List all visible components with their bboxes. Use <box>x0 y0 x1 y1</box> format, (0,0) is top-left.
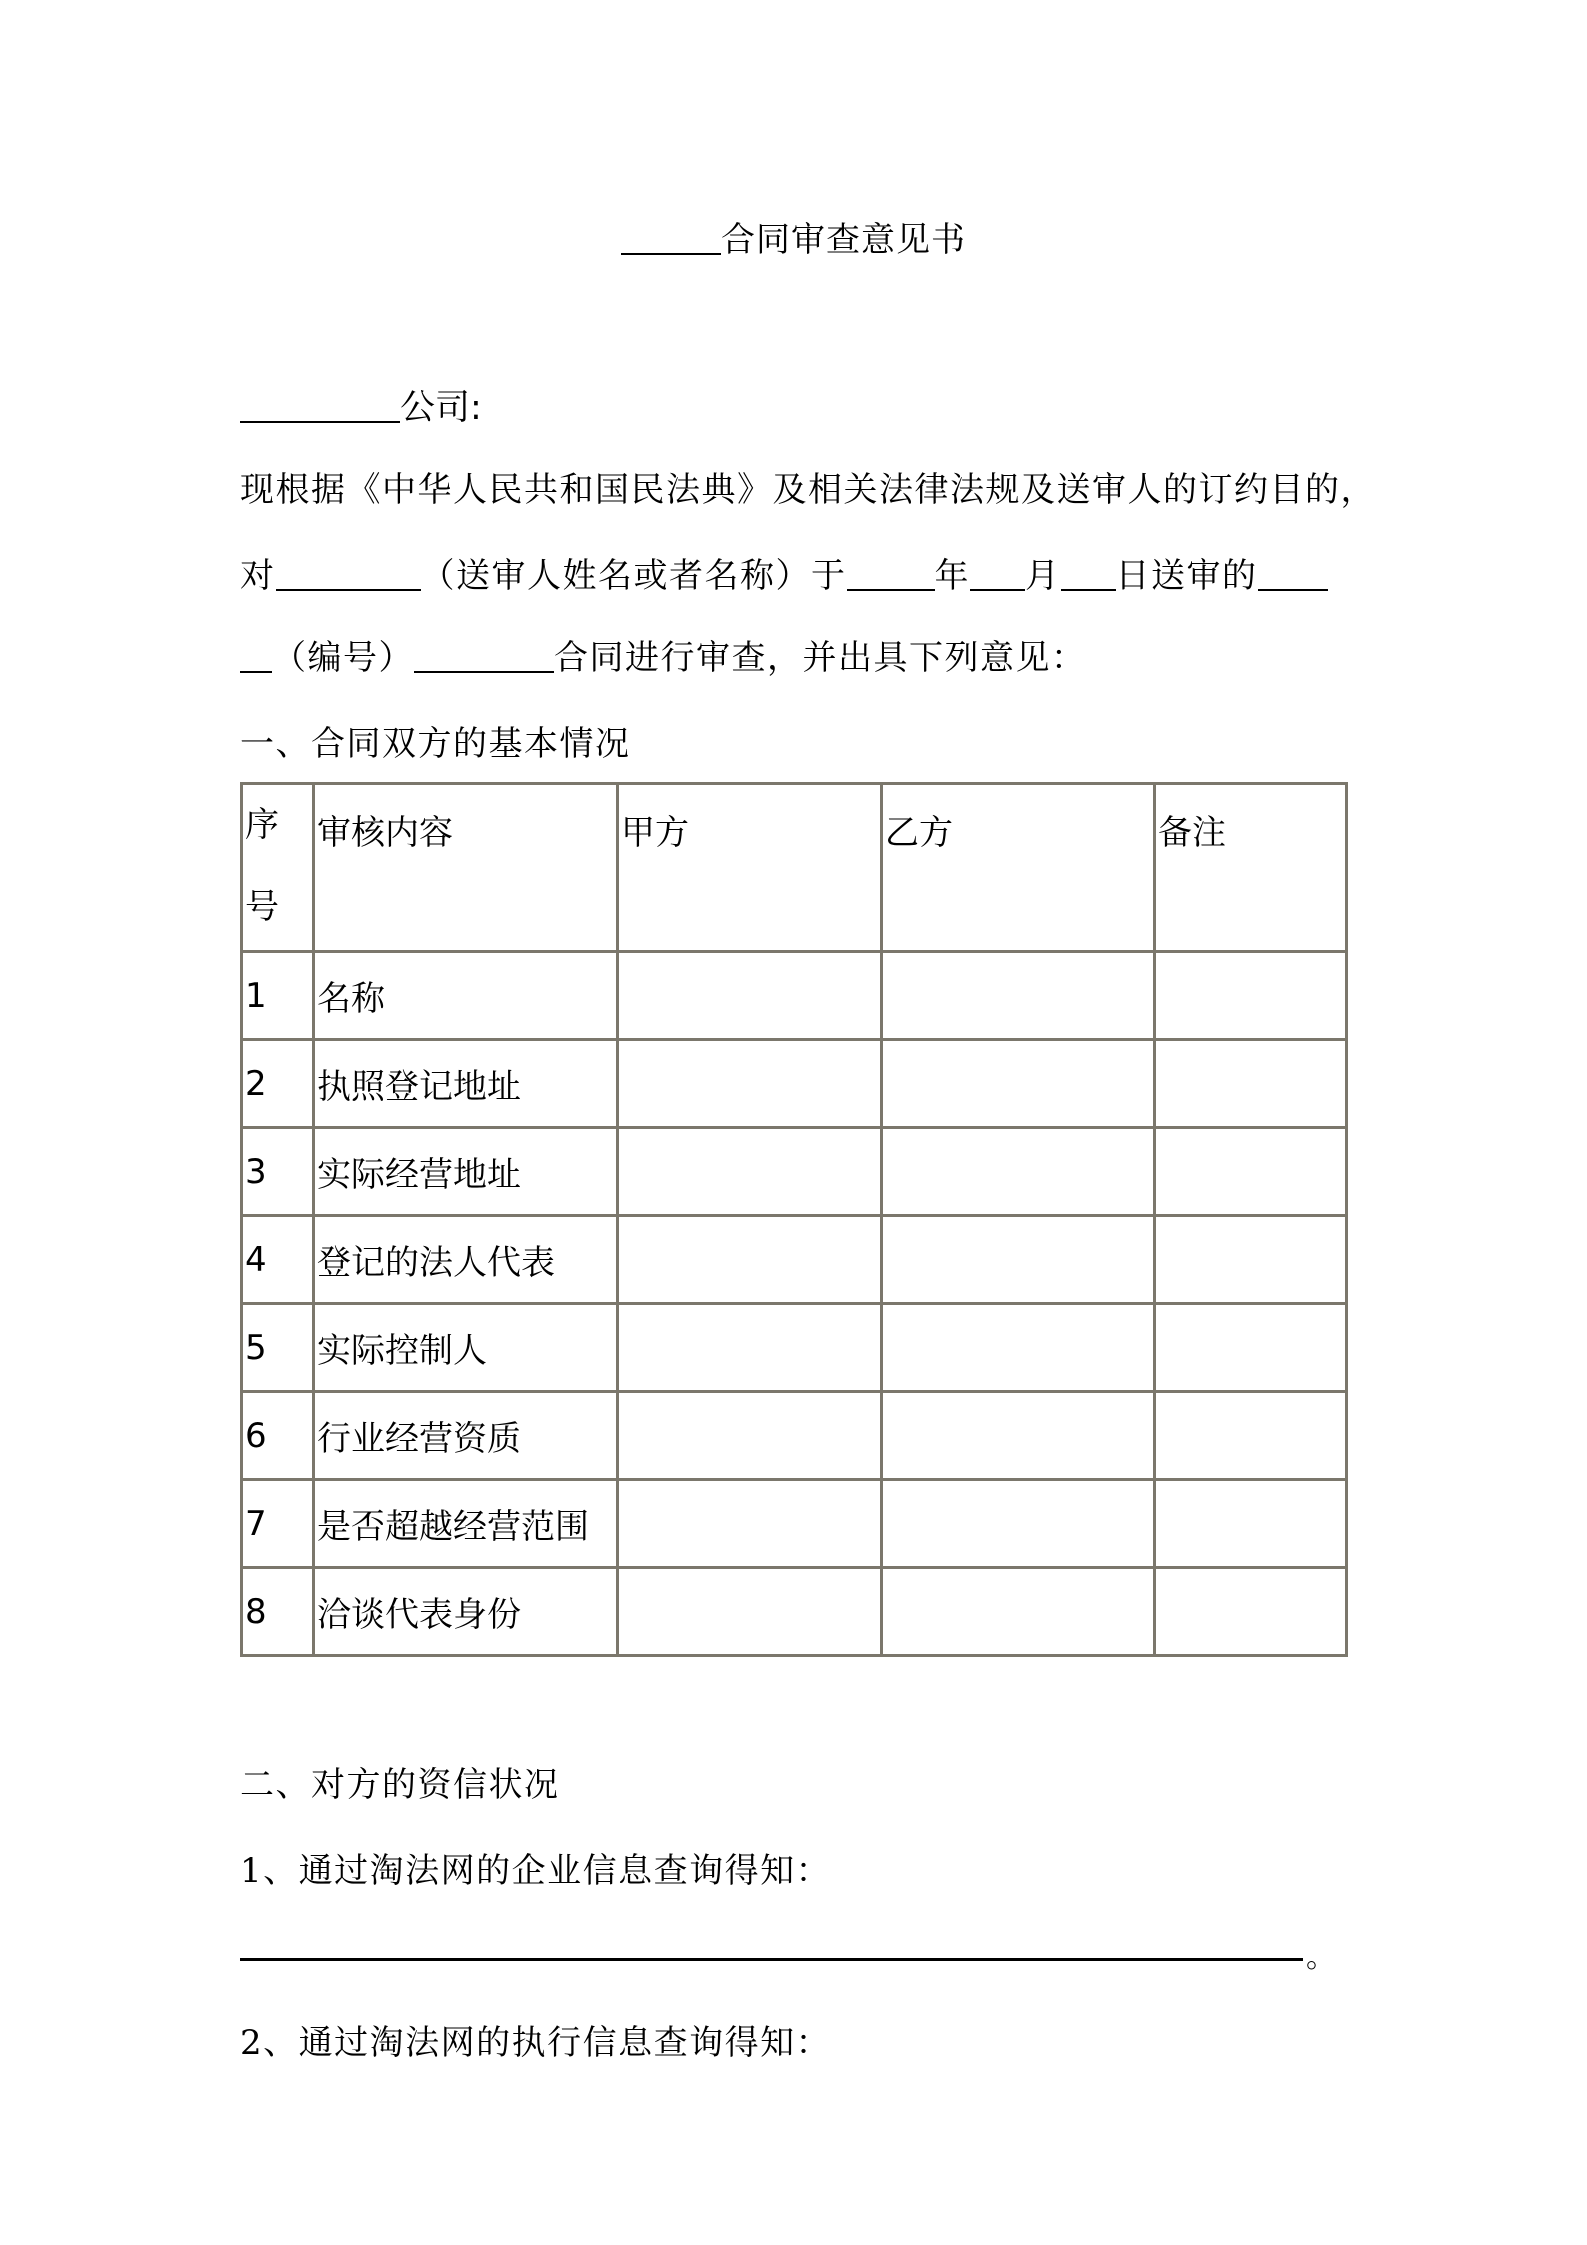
cell-party-a[interactable] <box>618 952 882 1040</box>
table-row <box>242 1216 1347 1304</box>
submitter-hint: （送审人姓名或者名称）于 <box>420 556 847 596</box>
intro-suffix: 合同进行审查，并出具下列意见： <box>554 638 1087 678</box>
cell-note[interactable] <box>1155 1040 1347 1128</box>
month-label: 月 <box>1025 556 1061 596</box>
cell-party-a[interactable] <box>618 1304 882 1392</box>
cell-party-a[interactable] <box>618 1568 882 1656</box>
row-no: 7 <box>242 1480 314 1568</box>
table-row <box>242 1128 1347 1216</box>
section-2-heading: 二、对方的资信状况 <box>240 1765 560 1805</box>
cell-party-b[interactable] <box>882 1568 1155 1656</box>
cell-party-b[interactable] <box>882 1216 1155 1304</box>
intro-line-1: 现根据《中华人民共和国民法典》及相关法律法规及送审人的订约目的， <box>240 470 1376 510</box>
table-row <box>242 952 1347 1040</box>
header-seq-line1: 序 <box>245 805 279 845</box>
cell-party-a[interactable] <box>618 1480 882 1568</box>
cell-party-a[interactable] <box>618 1216 882 1304</box>
cell-party-b[interactable] <box>882 1040 1155 1128</box>
contract-number-blank-b[interactable] <box>240 637 272 673</box>
cell-party-b[interactable] <box>882 952 1155 1040</box>
row-item: 执照登记地址 <box>314 1040 618 1128</box>
row-no: 4 <box>242 1216 314 1304</box>
cell-note[interactable] <box>1155 1480 1347 1568</box>
row-no: 5 <box>242 1304 314 1392</box>
intro-line-3 <box>240 630 1087 679</box>
contract-name-blank[interactable] <box>414 637 554 673</box>
table-header-row <box>242 784 1347 952</box>
cell-party-a[interactable] <box>618 1392 882 1480</box>
row-no: 2 <box>242 1040 314 1128</box>
month-blank[interactable] <box>970 555 1025 591</box>
cell-note[interactable] <box>1155 952 1347 1040</box>
cell-party-a[interactable] <box>618 1040 882 1128</box>
table-row <box>242 1040 1347 1128</box>
number-hint: （编号） <box>272 638 414 678</box>
row-item: 实际经营地址 <box>314 1128 618 1216</box>
row-no: 3 <box>242 1128 314 1216</box>
cell-party-a[interactable] <box>618 1128 882 1216</box>
answer-period: 。 <box>1306 1940 1336 1975</box>
header-seq-line2: 号 <box>245 887 279 927</box>
cell-note[interactable] <box>1155 1304 1347 1392</box>
cell-note[interactable] <box>1155 1216 1347 1304</box>
document-title <box>0 212 1587 261</box>
table-row <box>242 1392 1347 1480</box>
cell-party-b[interactable] <box>882 1392 1155 1480</box>
cell-party-b[interactable] <box>882 1304 1155 1392</box>
header-item: 审核内容 <box>314 784 618 952</box>
contract-number-blank-a[interactable] <box>1258 555 1328 591</box>
header-party-a: 甲方 <box>618 784 882 952</box>
cell-party-b[interactable] <box>882 1128 1155 1216</box>
cell-note[interactable] <box>1155 1568 1347 1656</box>
row-no: 6 <box>242 1392 314 1480</box>
row-item: 洽谈代表身份 <box>314 1568 618 1656</box>
intro-prefix: 对 <box>240 556 276 596</box>
addressee-suffix: 公司: <box>400 388 482 428</box>
header-seq <box>242 784 314 952</box>
company-blank[interactable] <box>240 386 400 423</box>
title-blank[interactable] <box>621 219 721 255</box>
row-item: 行业经营资质 <box>314 1392 618 1480</box>
credit-query-1-answer-line[interactable] <box>240 1958 1303 1961</box>
title-text: 合同审查意见书 <box>721 220 966 260</box>
row-no: 8 <box>242 1568 314 1656</box>
day-label: 日送审的 <box>1115 556 1258 596</box>
cell-note[interactable] <box>1155 1392 1347 1480</box>
intro-line-2 <box>240 548 1328 597</box>
row-item: 名称 <box>314 952 618 1040</box>
addressee-line <box>240 380 482 430</box>
section-1-heading: 一、合同双方的基本情况 <box>240 724 631 764</box>
cell-party-b[interactable] <box>882 1480 1155 1568</box>
year-blank[interactable] <box>847 555 935 591</box>
table-row <box>242 1304 1347 1392</box>
credit-query-1: 1、通过淘法网的企业信息查询得知： <box>240 1851 832 1891</box>
row-item: 实际控制人 <box>314 1304 618 1392</box>
table-row <box>242 1480 1347 1568</box>
submitter-blank[interactable] <box>276 555 421 591</box>
row-item: 登记的法人代表 <box>314 1216 618 1304</box>
table-row <box>242 1568 1347 1656</box>
row-no: 1 <box>242 952 314 1040</box>
basic-info-table <box>240 782 1348 1657</box>
cell-note[interactable] <box>1155 1128 1347 1216</box>
day-blank[interactable] <box>1061 555 1116 591</box>
header-party-b: 乙方 <box>882 784 1155 952</box>
credit-query-2: 2、通过淘法网的执行信息查询得知： <box>240 2023 832 2063</box>
year-label: 年 <box>934 556 970 596</box>
row-item: 是否超越经营范围 <box>314 1480 618 1568</box>
header-note: 备注 <box>1155 784 1347 952</box>
